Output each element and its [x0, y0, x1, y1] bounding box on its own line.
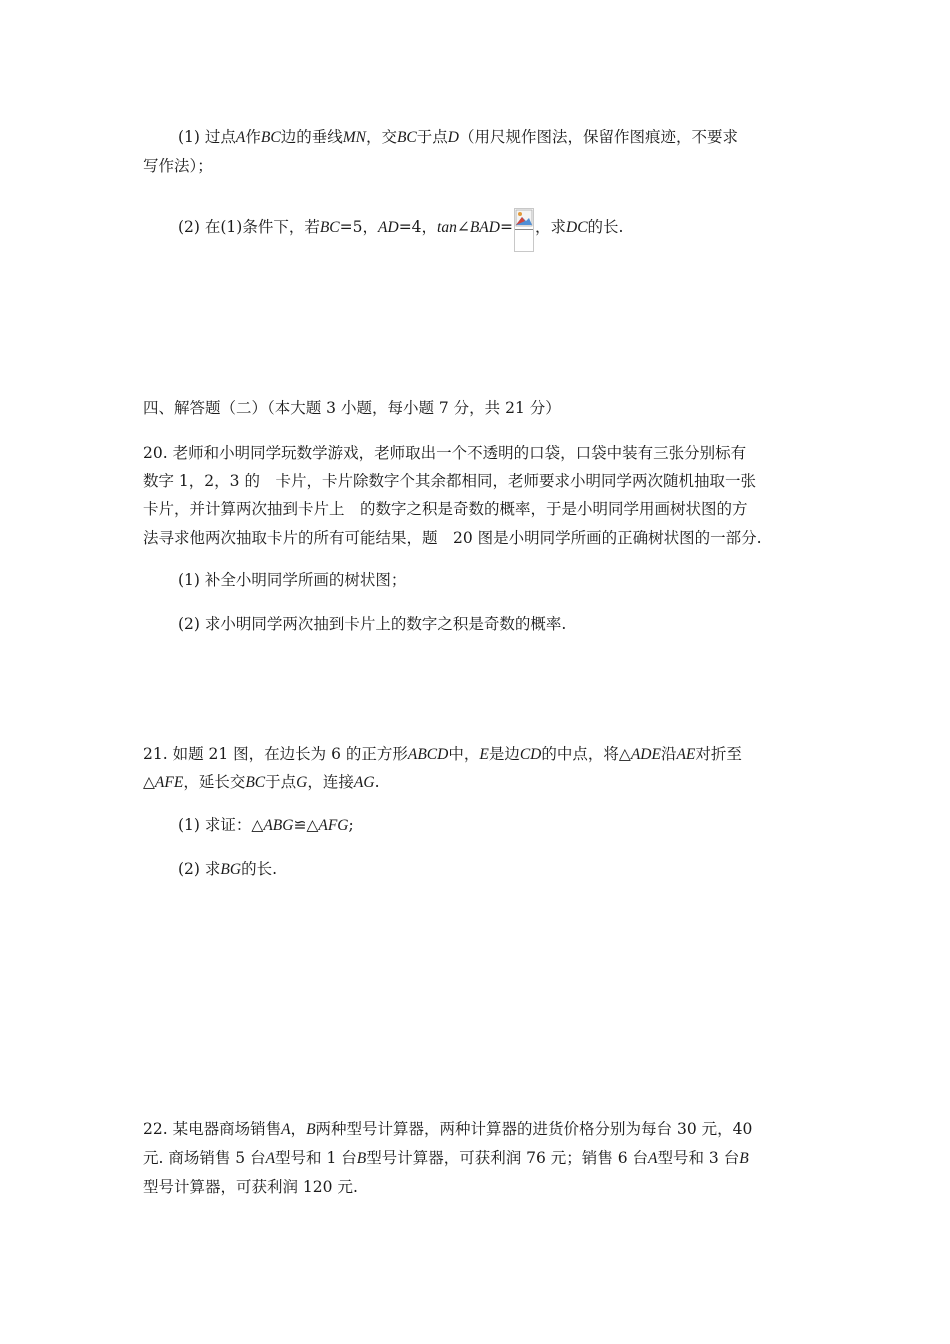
math-expr: tan∠BAD [437, 219, 500, 236]
q19-part1-line1 [178, 127, 738, 148]
text: 元. 商场销售 5 台 [143, 1149, 266, 1167]
text: . [374, 773, 380, 791]
q20-sub2: (2) 求小明同学两次抽到卡片上的数字之积是奇数的概率. [178, 615, 567, 633]
q22-line1 [143, 1119, 752, 1140]
math-var: MN [342, 129, 366, 146]
text: 中， [448, 745, 480, 763]
q20-sub1: (1) 补全小明同学所画的树状图； [178, 571, 407, 589]
math-var: A [281, 1121, 291, 1138]
math-var: BG [220, 861, 242, 878]
math-var: ABCD [407, 746, 449, 763]
text: 型号计算器，可获利润 76 元；销售 6 台 [366, 1149, 649, 1167]
text: △ [143, 773, 155, 791]
section-heading: 四、解答题（二）（本大题 3 小题，每小题 7 分，共 21 分） [143, 399, 561, 417]
text: 对折至 [695, 745, 742, 763]
math-var: B [306, 1121, 316, 1138]
text: 22. 某电器商场销售 [143, 1120, 282, 1138]
text: 于点 [265, 773, 297, 791]
math-var: AE [676, 746, 696, 763]
text: 型号和 1 台 [275, 1149, 357, 1167]
math-var: DC [566, 219, 588, 236]
text: 的长. [241, 860, 277, 878]
math-var: AD [378, 219, 399, 236]
text: (1) 过点 [178, 128, 236, 146]
broken-fraction-image-icon [514, 208, 534, 252]
math-var: AFE [154, 774, 184, 791]
q22-line2 [143, 1148, 749, 1169]
text: 沿 [660, 745, 677, 763]
math-var: G [296, 774, 308, 791]
math-var: BC [245, 774, 266, 791]
math-var: CD [519, 746, 542, 763]
text: ， [290, 1120, 307, 1138]
text: 于点 [416, 128, 448, 146]
q20-line2: 数字 1，2，3 的 卡片，卡片除数字个其余都相同，老师要求小明同学两次随机抽取一张 [143, 472, 756, 490]
text: = [499, 218, 513, 236]
q20-line3: 卡片，并计算两次抽到卡片上 的数字之积是奇数的概率，于是小明同学用画树状图的方 [143, 500, 748, 518]
text: (1) 求证：△ [178, 816, 264, 834]
text: (2) 求 [178, 860, 221, 878]
math-var: ADE [630, 746, 661, 763]
math-var: D [447, 129, 459, 146]
math-var: AFG [318, 817, 349, 834]
text: 边的垂线 [280, 128, 343, 146]
q21-sub1 [178, 815, 354, 836]
q21-line1 [143, 744, 742, 765]
math-var: AG [353, 774, 375, 791]
math-var: E [479, 746, 489, 763]
math-var: A [265, 1150, 276, 1167]
math-var: A [235, 129, 246, 146]
q22-line3: 型号计算器，可获利润 120 元. [143, 1178, 358, 1196]
math-var: BC [319, 219, 340, 236]
q19-part1-line2: 写作法）； [143, 157, 213, 175]
text: （用尺规作图法，保留作图痕迹，不要求 [459, 128, 739, 146]
text: =4， [398, 218, 438, 236]
text: 是边 [488, 745, 520, 763]
math-var: BC [260, 129, 281, 146]
math-var: BC [396, 129, 417, 146]
q21-sub2 [178, 859, 277, 880]
text: ≌△ [293, 816, 319, 834]
q20-line1: 20. 老师和小明同学玩数学游戏，老师取出一个不透明的口袋，口袋中装有三张分别标有 [143, 444, 747, 462]
math-var: B [739, 1150, 749, 1167]
q19-part2 [178, 208, 623, 252]
text: ，交 [365, 128, 397, 146]
math-var: B [356, 1150, 367, 1167]
text: 的长. [587, 218, 624, 236]
text: ，连接 [307, 773, 354, 791]
text: =5， [339, 218, 379, 236]
text: 两种型号计算器，两种计算器的进货价格分别为每台 30 元，40 [315, 1120, 753, 1138]
text: (2) 在(1)条件下，若 [178, 218, 320, 236]
text: ，求 [534, 218, 566, 236]
text: 21. 如题 21 图，在边长为 6 的正方形 [143, 745, 408, 763]
math-var: ABG [263, 817, 294, 834]
q21-line2 [143, 772, 380, 793]
text: ; [348, 816, 354, 834]
text: 的中点，将△ [541, 745, 631, 763]
q20-line4: 法寻求他两次抽取卡片的所有可能结果，题 20 图是小明同学所画的正确树状图的一部分. [143, 529, 762, 547]
math-var: A [648, 1150, 658, 1167]
text: 型号和 3 台 [657, 1149, 740, 1167]
text: ，延长交 [183, 773, 246, 791]
text: 作 [245, 128, 261, 146]
